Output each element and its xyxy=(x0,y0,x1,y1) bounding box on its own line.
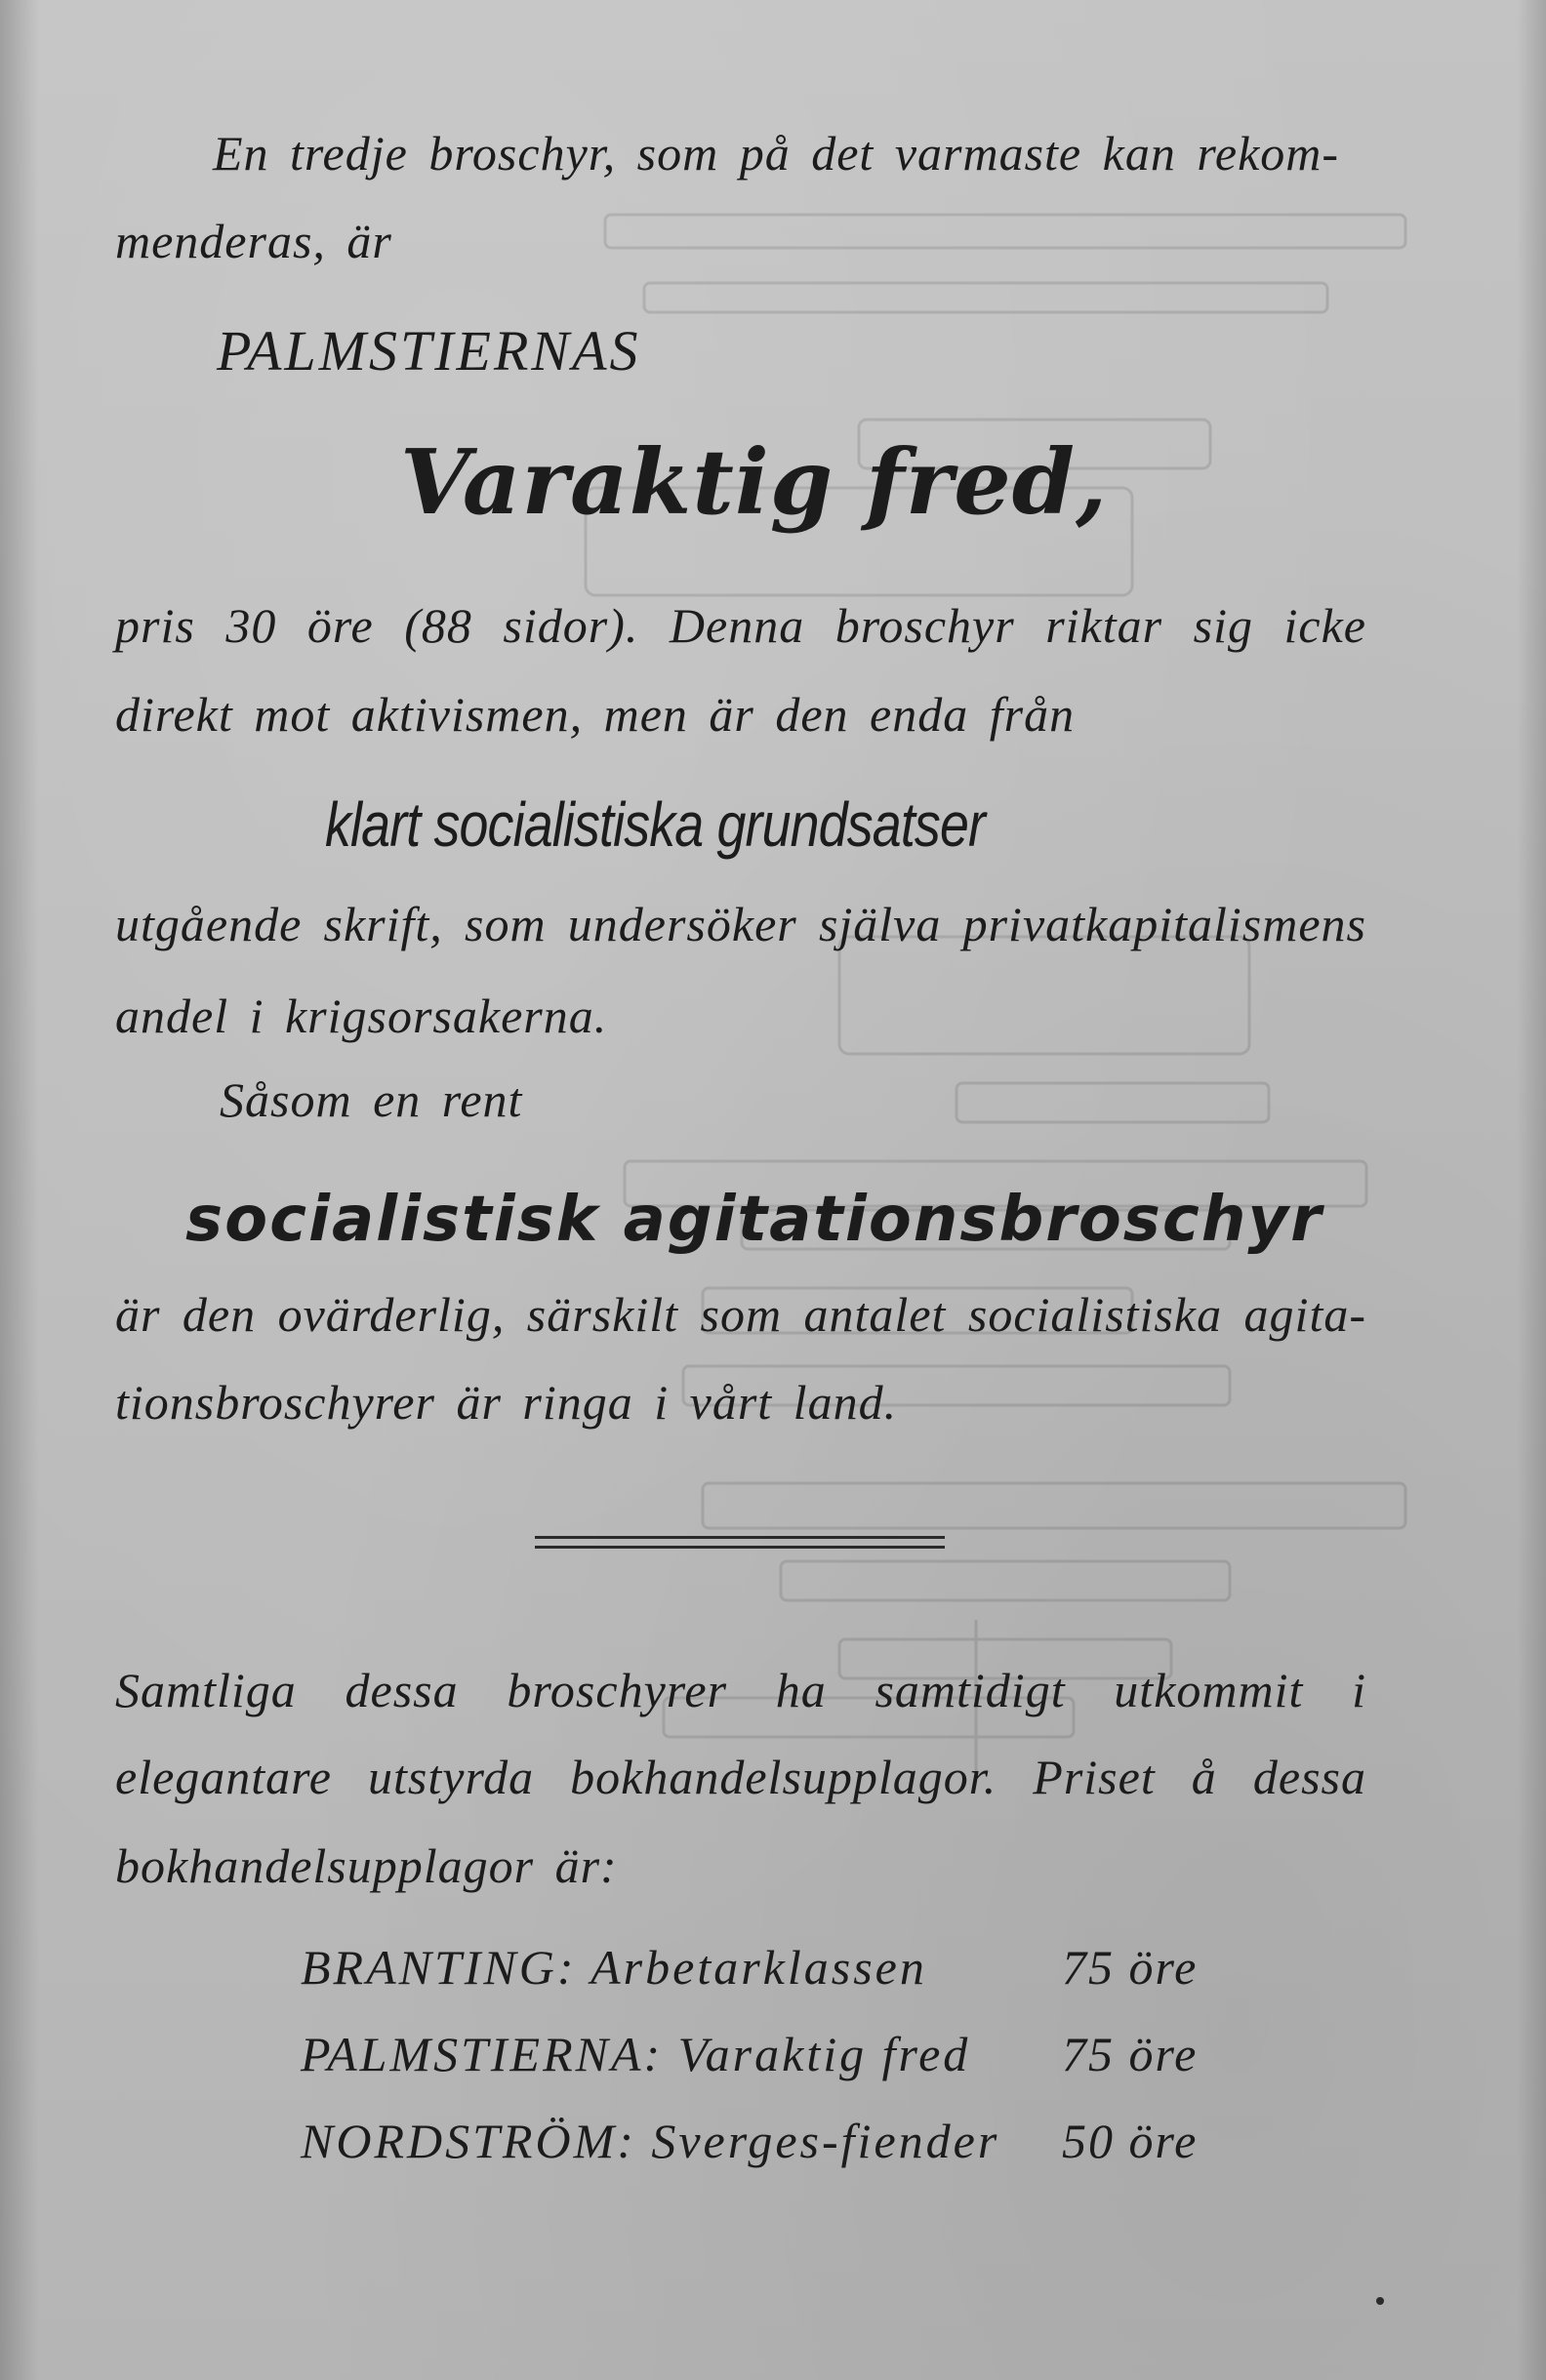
price-work: BRANTING: Arbetarklassen xyxy=(301,1940,927,1995)
price-work: PALMSTIERNA: Varaktig fred xyxy=(301,2027,971,2081)
paragraph2-line-3: bokhandelsupplagor är: xyxy=(115,1838,618,1893)
body-line-9: tionsbroschyrer är ringa i vårt land. xyxy=(115,1375,898,1430)
paragraph2-line-2: elegantare utstyrda bokhandelsupplagor. Priset å dessa xyxy=(115,1750,1366,1804)
price-row xyxy=(301,1939,1218,2007)
body-line-5: utgående skrift, som undersöker själva privatkapitalismens xyxy=(115,897,1366,951)
price-amount: 75 öre xyxy=(1062,1940,1199,1995)
price-amount: 75 öre xyxy=(1062,2027,1199,2081)
divider-rule-bottom xyxy=(535,1546,945,1549)
divider-rule-top xyxy=(535,1536,945,1539)
page-shadow-right xyxy=(1517,0,1546,2380)
emphasis-subheading: klart socialistiska grundsatser xyxy=(325,789,986,860)
ink-speck xyxy=(1376,2297,1384,2305)
body-line-3: pris 30 öre (88 sidor). Denna broschyr riktar sig icke xyxy=(115,598,1366,653)
body-line-6: andel i krigsorsakerna. xyxy=(115,988,608,1043)
intro-line-2: menderas, är xyxy=(115,214,392,268)
intro-line-1: En tredje broschyr, som på det varmaste kan rekom- xyxy=(213,126,1340,181)
price-work: NORDSTRÖM: Sverges-fiender xyxy=(301,2114,1000,2168)
bold-agitation-heading: socialistisk agitationsbroschyr xyxy=(185,1184,1323,1256)
body-line-4: direkt mot aktivismen, men är den enda från xyxy=(115,687,1076,742)
price-row xyxy=(301,2113,1218,2181)
brochure-title: Varaktig fred, xyxy=(400,429,1109,535)
page-shadow-left xyxy=(0,0,39,2380)
paragraph2-line-1: Samtliga dessa broschyrer ha samtidigt utkommit i xyxy=(115,1663,1366,1717)
body-line-8: är den ovärderlig, särskilt som antalet socialistiska agita- xyxy=(115,1287,1366,1342)
author-heading: PALMSTIERNAS xyxy=(217,319,641,383)
price-amount: 50 öre xyxy=(1062,2114,1199,2168)
body-line-7: Såsom en rent xyxy=(220,1072,523,1127)
price-row xyxy=(301,2026,1218,2094)
